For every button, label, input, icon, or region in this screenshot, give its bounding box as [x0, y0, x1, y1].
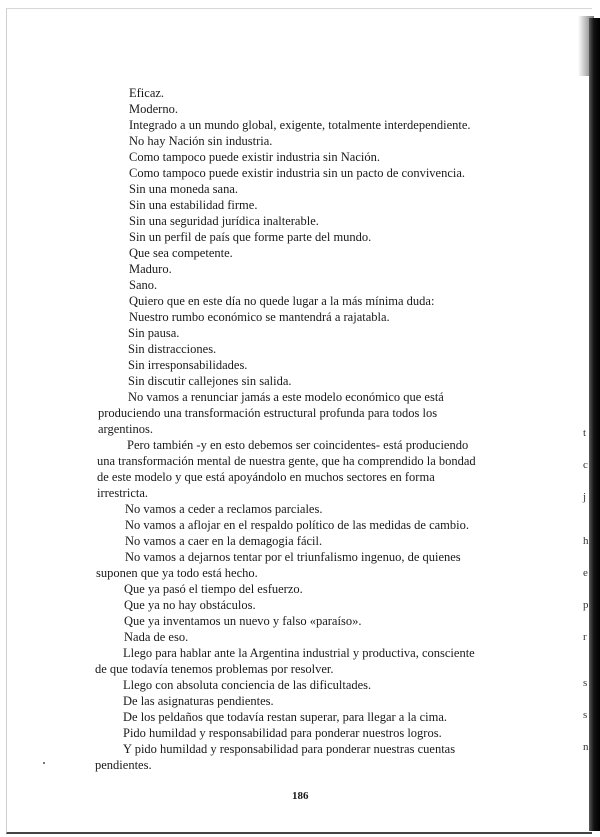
text-line: Como tampoco puede existir industria sin un pacto de convivencia. [129, 166, 466, 180]
page-number: 186 [292, 790, 309, 802]
text-line: Integrado a un mundo global, exigente, totalmente interdependiente. [129, 118, 471, 132]
text-line: Como tampoco puede existir industria sin Nación. [129, 150, 380, 164]
text-line: de que todavía tenemos problemas por resolver. [95, 662, 334, 676]
text-line: Pero también -y en esto debemos ser coincidentes- está produciendo [127, 438, 469, 452]
bleed-through-letter: s [583, 709, 588, 721]
text-line: Y pido humildad y responsabilidad para ponderar nuestras cuentas [123, 742, 456, 756]
text-line: No vamos a caer en la demagogia fácil. [125, 534, 323, 548]
text-line: Moderno. [129, 102, 178, 116]
text-line: Sin una estabilidad firme. [129, 198, 258, 212]
bleed-through-letter: n [583, 741, 589, 753]
text-line: Maduro. [129, 262, 172, 276]
text-line: pendientes. [95, 758, 152, 772]
text-line: irrestricta. [97, 486, 149, 500]
text-line: No vamos a ceder a reclamos parciales. [125, 502, 323, 516]
text-line: Nuestro rumbo económico se mantendrá a rajatabla. [129, 310, 390, 324]
text-line: No vamos a dejarnos tentar por el triunfalismo ingenuo, de quienes [125, 550, 461, 564]
bleed-through-letter: h [583, 535, 589, 547]
text-line: suponen que ya todo está hecho. [96, 566, 258, 580]
text-line: De las asignaturas pendientes. [123, 694, 274, 708]
text-line: Sin un perfil de país que forme parte del mundo. [129, 230, 372, 244]
text-line: Llego con absoluta conciencia de las dificultades. [123, 678, 372, 692]
text-line: Pido humildad y responsabilidad para ponderar nuestros logros. [123, 726, 442, 740]
text-line: Sin una seguridad jurídica inalterable. [129, 214, 319, 228]
text-line: una transformación mental de nuestra gente, que ha comprendido la bondad [97, 454, 476, 468]
text-line: No vamos a aflojar en el respaldo político de las medidas de cambio. [125, 518, 469, 532]
text-line: Sin discutir callejones sin salida. [128, 374, 292, 388]
text-line: No vamos a renunciar jamás a este modelo económico que está [128, 390, 444, 404]
text-line: Que ya inventamos un nuevo y falso «paraíso». [124, 614, 362, 628]
text-line: Sin pausa. [128, 326, 180, 340]
text-line: Sin una moneda sana. [129, 182, 239, 196]
text-line: Sano. [129, 278, 158, 292]
text-line: produciendo una transformación estructural profunda para todos los [98, 406, 438, 420]
text-line: Que ya pasó el tiempo del esfuerzo. [124, 582, 303, 596]
text-line: Llego para hablar ante la Argentina industrial y productiva, consciente [123, 646, 475, 660]
text-line: Sin irresponsabilidades. [128, 358, 248, 372]
bleed-through-letter: p [583, 599, 589, 611]
text-line: Eficaz. [129, 86, 165, 100]
bleed-through-letter: r [583, 631, 587, 643]
bleed-through-letter: t [583, 427, 587, 439]
text-line: No hay Nación sin industria. [129, 134, 273, 148]
text-line: de este modelo y que está apoyándolo en muchos sectores en forma [97, 470, 435, 484]
text-line: Nada de eso. [124, 630, 189, 644]
bleed-through-letter: c [583, 459, 588, 471]
text-line: Que sea competente. [129, 246, 233, 260]
text-line: argentinos. [98, 422, 153, 436]
bleed-through-letter: e [583, 567, 588, 579]
text-line: Quiero que en este día no quede lugar a la más mínima duda: [129, 294, 435, 308]
text-line: Que ya no hay obstáculos. [124, 598, 256, 612]
bleed-through-letter: s [583, 677, 588, 689]
bleed-through-letter: j [583, 491, 587, 503]
text-line: Sin distracciones. [128, 342, 217, 356]
text-line: De los peldaños que todavía restan superar, para llegar a la cima. [123, 710, 448, 724]
